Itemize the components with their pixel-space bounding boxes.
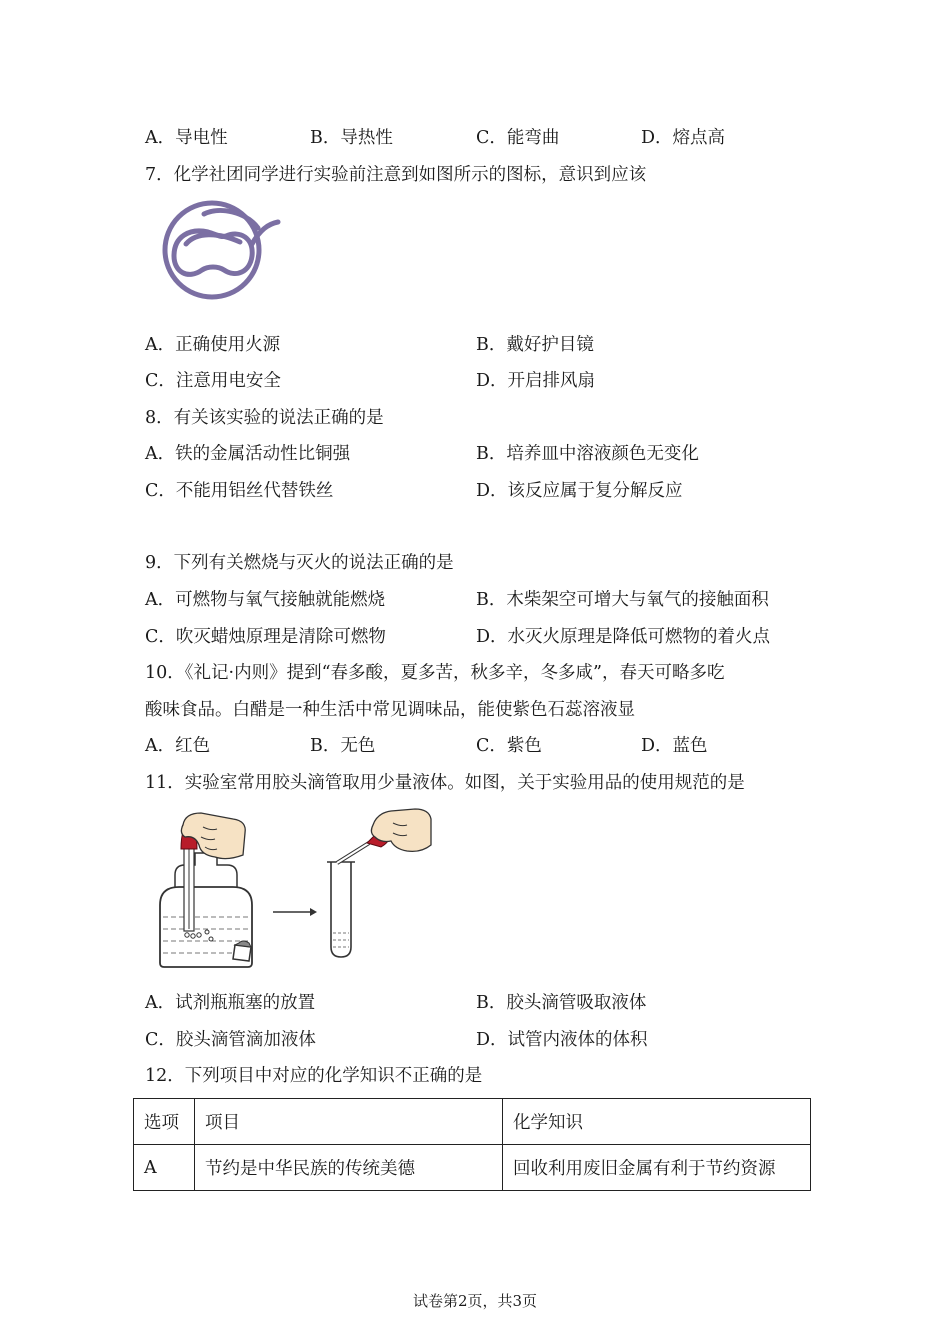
q11-option-c: C．胶头滴管滴加液体 [145,1030,316,1050]
q7-option-d: D．开启排风扇 [476,371,596,391]
q8-stem: 8．有关该实验的说法正确的是 [145,408,384,428]
q9-option-b: B．木柴架空可增大与氧气的接触面积 [476,590,769,610]
q7-option-c: C．注意用电安全 [145,371,281,391]
test-tube-icon [327,862,355,957]
bottle-stopper-icon [233,941,251,961]
q7-stem: 7．化学社团同学进行实验前注意到如图所示的图标，意识到应该 [145,165,647,185]
q9-stem: 9．下列有关燃烧与灭火的说法正确的是 [145,553,454,573]
q8-option-b: B．培养皿中溶液颜色无变化 [476,444,699,464]
q6-option-a: A．导电性 [145,128,228,148]
q10-option-c: C．紫色 [476,736,542,756]
q8-option-d: D．该反应属于复分解反应 [476,481,683,501]
q10-stem-line1: 10．《礼记·内则》提到“春多酸，夏多苦，秋多辛，冬多咸”，春天可略多吃 [145,663,725,683]
table-header-cell: 化学知识 [503,1099,811,1145]
q8-option-a: A．铁的金属活动性比铜强 [145,444,351,464]
page-footer: 试卷第2页，共3页 [412,1292,538,1310]
q10-stem-line2: 酸味食品。白醋是一种生活中常见调味品，能使紫色石蕊溶液显 [145,700,635,720]
table-header-cell: 项目 [195,1099,503,1145]
q12-stem: 12．下列项目中对应的化学知识不正确的是 [145,1066,483,1086]
q7-option-b: B．戴好护目镜 [476,335,594,355]
q12-table [133,1098,811,1191]
q6-option-c: C．能弯曲 [476,128,560,148]
q11-option-d: D．试管内液体的体积 [476,1030,648,1050]
arrow-right-icon [273,908,317,916]
q9-option-c: C．吹灭蜡烛原理是清除可燃物 [145,627,386,647]
q11-stem: 11．实验室常用胶头滴管取用少量液体。如图，关于实验用品的使用规范的是 [145,773,745,793]
table-row [134,1145,811,1191]
q10-option-b: B．无色 [310,736,376,756]
q6-option-b: B．导热性 [310,128,393,148]
q10-option-a: A．红色 [145,736,211,756]
table-header-cell: 选项 [134,1099,195,1145]
table-cell: 节约是中华民族的传统美德 [195,1145,503,1191]
table-cell: A [134,1145,195,1191]
table-header-row [134,1099,811,1145]
q11-option-b: B．胶头滴管吸取液体 [476,993,647,1013]
table-cell: 回收利用废旧金属有利于节约资源 [503,1145,811,1191]
dropper-experiment-illustration [155,805,445,975]
q11-option-a: A．试剂瓶瓶塞的放置 [145,993,316,1013]
safety-goggles-icon [160,198,280,302]
q10-option-d: D．蓝色 [641,736,708,756]
q8-option-c: C．不能用铝丝代替铁丝 [145,481,334,501]
q6-option-d: D．熔点高 [641,128,726,148]
q9-option-d: D．水灭火原理是降低可燃物的着火点 [476,627,771,647]
q7-option-a: A．正确使用火源 [145,335,281,355]
q9-option-a: A．可燃物与氧气接触就能燃烧 [145,590,386,610]
